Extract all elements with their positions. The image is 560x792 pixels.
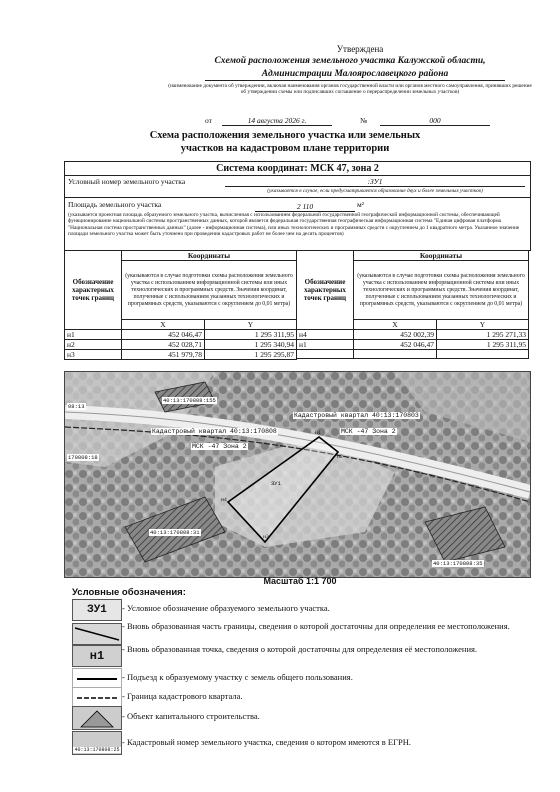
table-row: н4 452 002,39 1 295 271,33: [297, 330, 529, 340]
parcel-value: :ЗУ1: [225, 177, 525, 187]
quarter-label-1: Кадастровый квартал 40:13:170803: [294, 412, 419, 419]
col-coords-header: Координаты: [122, 251, 297, 261]
parcel-note: (указывается в случае, если предусматривается образование двух и более земельных участков): [267, 188, 483, 194]
parcel-number-left2: 170808:18: [68, 454, 98, 461]
map-scale: Масштаб 1:1 700: [263, 576, 337, 586]
point-n4-label: н4: [221, 497, 227, 503]
area-value: 2 110: [255, 202, 355, 212]
cadastral-map: [64, 371, 531, 578]
approval-line2: Администрации Малоярославецкого района: [205, 69, 505, 81]
col-y: Y: [437, 320, 529, 330]
parcel-number-left1: 08:13: [68, 403, 85, 410]
coords-note: (указываются в случае подготовки схемы расположения земельного участка с использованием информационной системы или иных технологических и программных средств. Значения координат, полученные с использованием указанных технологических и программных средств, указываются с округлением до 0,01 метра): [354, 261, 529, 320]
approval-heading: Утверждена: [336, 44, 384, 54]
table-row: [297, 350, 529, 359]
table-row: н1 452 046,47 1 295 311,95: [297, 340, 529, 350]
doc-title-line2: участков на кадастровом плане территории: [180, 143, 390, 154]
legend-title: Условные обозначения:: [72, 587, 186, 598]
map-image: [65, 372, 530, 577]
zone-label-1: МСК -47 Зона 2: [341, 428, 396, 435]
point-n1-label: н1: [315, 430, 321, 436]
doc-title-line1: Схема расположения земельного участка или земельных: [149, 130, 421, 141]
legend-text-cadnum: - Кадастровый номер земельного участка, сведения о котором имеются в ЕГРН.: [122, 737, 412, 747]
parcel-zu1-label: ЗУ1: [271, 480, 281, 487]
approval-date: 14 августа 2026 г.: [222, 116, 332, 126]
header-frame: [64, 161, 531, 251]
legend-text-boundary: - Вновь образованная часть границы, сведения о которой достаточны для определения ее местоположения.: [122, 621, 510, 631]
parcel-number-bottom: 40:13:170808:31: [150, 529, 200, 536]
coords-table-right: [296, 250, 529, 359]
point-n2-label: н2: [337, 454, 343, 460]
legend-text-point: - Вновь образованная точка, сведения о которой достаточны для определения её местоположения.: [122, 644, 478, 654]
date-from-label: от: [205, 116, 212, 125]
approval-line1: Схемой расположения земельного участка Калужской области,: [214, 56, 486, 66]
coords-note: (указываются в случае подготовки схемы расположения земельного участка с использованием информационной системы или иных технологических и программных средств. Значения координат, полученные с использованием указанных технологических и программных средств, указываются с округлением до 0,01 метра): [122, 261, 297, 320]
legend-sample-parcel: ЗУ1: [72, 599, 122, 621]
coord-system: Система координат: МСК 47, зона 2: [65, 162, 530, 176]
col-x: X: [122, 320, 205, 330]
legend-text-building: - Объект капитального строительства.: [122, 711, 260, 721]
zone-label-2: МСК -47 Зона 2: [192, 443, 247, 450]
area-unit: м²: [357, 200, 364, 209]
approval-number: 000: [380, 116, 490, 126]
quarter-label-2: Кадастровый квартал 40:13:170808: [152, 428, 277, 435]
area-note: (указывается проектная площадь образуемого земельного участка, вычисленная с использованием федеральной государственной географической информационной системы, обеспечивающей функционирование национальной системы пространственных данных, которой является федеральная государственная географическая информационная система "Единая цифровая платформа "Национальная система пространственных данных" (далее - информационная система), или иных технологических и программных средств с округлением до 1 квадратного метра. Указанное значение площади земельного участка может быть уточнено при проведении кадастровых работ не более чем на десять процентов): [68, 212, 520, 237]
parcel-label: Условный номер земельного участка: [68, 177, 186, 186]
col-y: Y: [205, 320, 297, 330]
area-label: Площадь земельного участка: [68, 200, 162, 209]
parcel-number-top: 40:13:170808:155: [163, 397, 216, 404]
legend-text-access: - Подъезд к образуемому участку с земель общего пользования.: [122, 672, 353, 682]
point-n3-label: н3: [263, 534, 269, 540]
col-points-header: Обозначение характерных точек границ: [297, 251, 354, 330]
table-row: н2 452 028,71 1 295 340,94: [65, 340, 297, 350]
col-x: X: [354, 320, 437, 330]
parcel-number-bottom-right: 40:13:170808:35: [433, 560, 483, 567]
col-coords-header: Координаты: [354, 251, 529, 261]
legend-sample-building: [72, 706, 122, 730]
number-label: №: [360, 116, 368, 125]
legend-sample-point: н1: [72, 645, 122, 667]
table-row: н1 452 046,47 1 295 311,95: [65, 330, 297, 340]
coords-table-left: [64, 250, 297, 360]
approval-note: (наименование документа об утверждении, включая наименования органов государственной власти или органов местного самоуправления, принявших решение об утверждении схемы или подписавших соглашение о перераспределении земельных участков): [168, 83, 532, 96]
legend-text-parcel: - Условное обозначение образуемого земельного участка.: [122, 603, 330, 613]
table-row: н3 451 979,78 1 295 295,87: [65, 350, 297, 360]
legend-sample-cadnum: 40:13:170808:25: [72, 731, 122, 755]
legend-sample-boundary: [72, 623, 122, 645]
col-points-header: Обозначение характерных точек границ: [65, 251, 122, 330]
legend-text-quarter: - Граница кадастрового квартала.: [122, 691, 243, 701]
